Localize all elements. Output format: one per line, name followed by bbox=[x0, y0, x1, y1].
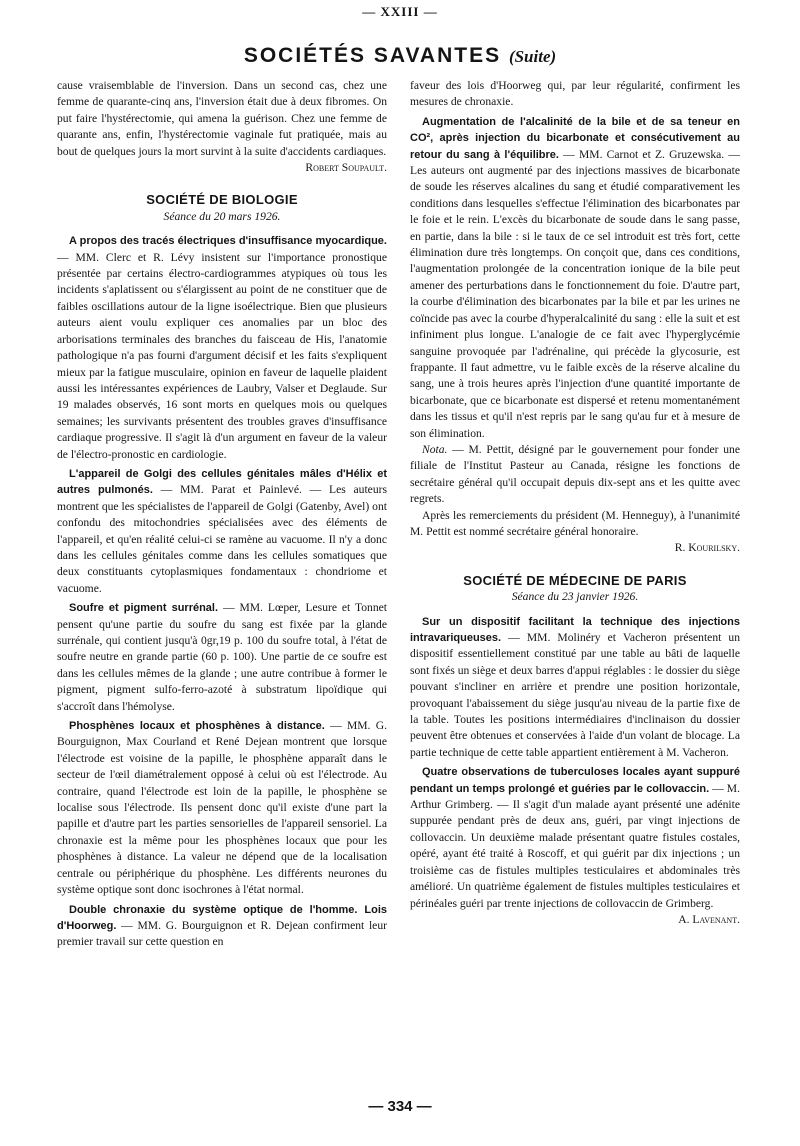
nota-label: Nota. bbox=[422, 442, 448, 456]
journal-title-suite: (Suite) bbox=[508, 47, 557, 66]
continued-text: faveur des lois d'Hoorweg qui, par leur régularité, confirment les mesures de chronaxie. bbox=[410, 79, 740, 109]
article-text: — MM. Parat et Painlevé. — Les auteurs montrent que les spécialistes de l'appareil de Golgi (Gatenby, Avel) ont confondu des mitochondries spécialisées avec des éléments de l'appareil, et qu'en réalité celui-ci se ramène au vacuome. Il n'y a donc dans les cellules génitales comme dans les cellules somatiques que deux constituants cytoplasmiques fondamentaux : chondriome et vacuome. bbox=[57, 483, 388, 595]
article-paragraph bbox=[57, 902, 387, 951]
author-signature: R. Kourilsky. bbox=[674, 541, 740, 555]
seance-date: Séance du 23 janvier 1926. bbox=[511, 590, 639, 604]
article-heading: A propos des tracés électriques d'insuffisance myocardique. bbox=[69, 235, 387, 248]
nota-paragraph bbox=[410, 442, 740, 508]
article-text: — MM. G. Bourguignon et R. Dejean confirment leur premier travail sur cette question en bbox=[57, 918, 387, 949]
article-text: — MM. Clerc et R. Lévy insistent sur l'importance pronostique présentée par certains électro-cardiogrammes atypiques où tous les incidents s'aplatissent ou s'élargissent au point de ne constituer que de faibles oscillations autour de la ligne isoélectrique. Bien que plusieurs auteurs aient voulu expliquer ces anomalies par un bloc des arborisations terminales des branches du faisceau de His, l'anatomie pathologique n'a pas fourni d'argument décisif et les faits s'expliquent mieux par la fatigue musculaire, opinion en faveur de laquelle plaident aussi les intéressantes expériences de Laubry, Valser et Deglaude. Sur 19 malades observés, 16 sont morts en quelques mois ou quelques semaines; les survivants présentent des troubles graves d'insuffisance cardiaque progressive. Il s'agit là d'un argument en faveur de la valeur de l'électro-pronostic en cardiologie. bbox=[57, 250, 387, 461]
author-signature: Robert Soupault. bbox=[305, 161, 387, 175]
article-heading: Double chronaxie du système optique de l'homme. Lois d'Hoorweg. bbox=[57, 903, 387, 932]
thanks-paragraph: Après les remerciements du président (M. Henneguy), à l'unanimité M. Pettit est nommé secrétaire général honoraire. bbox=[410, 508, 740, 538]
article-heading: L'appareil de Golgi des cellules génitales mâles d'Hélix et autres pulmonés. bbox=[57, 467, 387, 497]
article-paragraph bbox=[57, 233, 387, 463]
journal-title-text: SOCIÉTÉS SAVANTES bbox=[243, 44, 502, 67]
article-heading: Quatre observations de tuberculoses locales ayant suppuré pendant un temps prolongé et guéries par le collovaccin. bbox=[410, 766, 740, 795]
article-text: — MM. G. Bourguignon, Max Courland et René Dejean montrent que lorsque l'électrode est voisine de la papille, le phosphène apparaît dans le secteur de l'œil diamétralement opposé à celui où est l'électrode. Au contraire, quand l'électrode est loin de la papille, le phosphène se localise sous l'électrode. Ils pensent donc qu'il existe d'une part la papille et d'autre part les parties sensorielles de l'appareil sensoriel. La chronaxie est la même pour les phosphènes locaux que pour les phosphènes à distance. La valeur ne dépend que de la localisation centrale ou périphérique du phosphène. Les différents neurones du système optique sont donc isochrones à l'état normal. bbox=[57, 719, 388, 897]
article-heading: Sur un dispositif facilitant la technique des injections intravariqueuses. bbox=[410, 615, 740, 644]
article-paragraph bbox=[410, 114, 740, 442]
article-text: — M. Arthur Grimberg. — Il s'agit d'un malade ayant présenté une adénite suppurée pendant près de deux ans, guéri, par vingt injections de collovaccin. Un deuxième malade présentant quatre fistules costales, opéré, ayant été traité à Roscoff, et qui guérit par dix injections ; un troisième cas de fistules multiples testiculaires et abdominales très amélioré. Un quatrième également de fistules multiples testiculaires et périnéales guéri par trente injections de collovaccin de Grimberg. bbox=[410, 781, 740, 910]
running-head: — XXIII — bbox=[362, 4, 438, 19]
journal-title bbox=[0, 44, 800, 68]
article-heading: Phosphènes locaux et phosphènes à distance. bbox=[69, 720, 325, 733]
seance-date: Séance du 20 mars 1926. bbox=[163, 209, 281, 223]
page-number: — 334 — bbox=[368, 1098, 432, 1115]
article-heading: Soufre et pigment surrénal. bbox=[69, 602, 219, 615]
article-heading: Augmentation de l'alcalinité de la bile et de sa teneur en CO², après injection du bicarbonate et consécutivement au retour du sang à l'équilibre. bbox=[410, 115, 740, 161]
article-paragraph bbox=[57, 466, 387, 597]
right-column bbox=[410, 78, 740, 928]
article-text: — MM. Molinéry et Vacheron présentent un dispositif essentiellement constitué par une table au bâti de laquelle sont fixés un siège et deux barres d'appui réglables : le dossier du siège pouvant s'incliner en arrière et prendre une position horizontale, provoquant l'abaissement du siège jusqu'au niveau de la partie fixe de la table. Toutes les positions intermédiaires d'inclinaison du dossier peuvent être obtenues et conservées à l'aide d'un volant de blocage. La partie technique de cette table appartient entièrement à M. Vacheron. bbox=[410, 631, 740, 759]
article-paragraph bbox=[410, 614, 740, 762]
author-signature: A. Lavenant. bbox=[678, 912, 740, 926]
article-paragraph bbox=[57, 600, 387, 715]
continued-text bbox=[57, 78, 387, 160]
article-paragraph bbox=[57, 718, 387, 898]
article-text: — MM. Lœper, Lesure et Tonnet pensent qu'une partie du soufre du sang est fixée par la glande surrénale, qui contient jusqu'à 0gr,19 p. 100 du soufre total, à l'état de soufre neutre en grande partie (60 p. 100). Une partie de ce soufre est dans les cellules mêmes de la glande ; une autre contribue à former le pigment, pigment sulfo-ferro-azoté à substratum lipoïdique qui s'accroît dans l'hémolyse. bbox=[57, 601, 387, 713]
intro-text: cause vraisemblable de l'inversion. Dans un second cas, chez une femme de quarante-cinq ans, l'inversion était due à deux fibromes. On put faire l'hystérectomie, qui amena la guérison. Chez une femme de quarante ans, enfin, l'hystérectomie vaginale fut pratiquée, mais au bout de quelques jours la mort survint à la suite d'accidents cardiaques. bbox=[57, 79, 387, 158]
section-title-medecine: SOCIÉTÉ DE MÉDECINE DE PARIS bbox=[463, 572, 687, 588]
article-text: — MM. Carnot et Z. Gruzewska. — Les auteurs ont augmenté par des injections massives de bicarbonate de soude les réserves alcalines du sang et étudié comparativement les conditions dans lesquelles s'effectue l'élimination des bicarbonates par le foie et le rein. L'excès du bicarbonate de soude dans le sang passe, en partie, dans la bile : si le taux de ce sel introduit est très fort, cette élimination dure très longtemps. On conçoit que, dans ces conditions, l'augmentation prolongée de la concentration ionique de la bile peut amener des perturbations dans le fonctionnement du foie. D'autre part, la courbe d'élimination des bicarbonates par la bile et par les urines ne coïncide pas avec la courbe d'hyperalcalinité du sang : elle la suit et est infiniment plus longue. L'analogie de ce fait avec l'hyperglycémie sanguine provoquée par l'adrénaline, qui précède la glycosurie, est frappante. Il faut admettre, vu le faible excès de la réserve alcaline du sang, une à trois heures après l'injection d'une quantité importante de bicarbonate, que ce bicarbonate est dispersé et retenu momentanément dans les tissus et qu'il n'est repris par le sang qu'au fur et à mesure de son élimination. bbox=[410, 147, 740, 440]
nota-text: — M. Pettit, désigné par le gouvernement pour fonder une filiale de l'Institut Pasteur au Canada, résigne les fonctions de secrétaire général qu'il occupait depuis dix-sept ans et les quitte avec regrets. bbox=[410, 442, 740, 506]
section-title-biologie: SOCIÉTÉ DE BIOLOGIE bbox=[146, 192, 298, 208]
article-paragraph bbox=[410, 764, 740, 912]
left-column bbox=[57, 78, 387, 951]
